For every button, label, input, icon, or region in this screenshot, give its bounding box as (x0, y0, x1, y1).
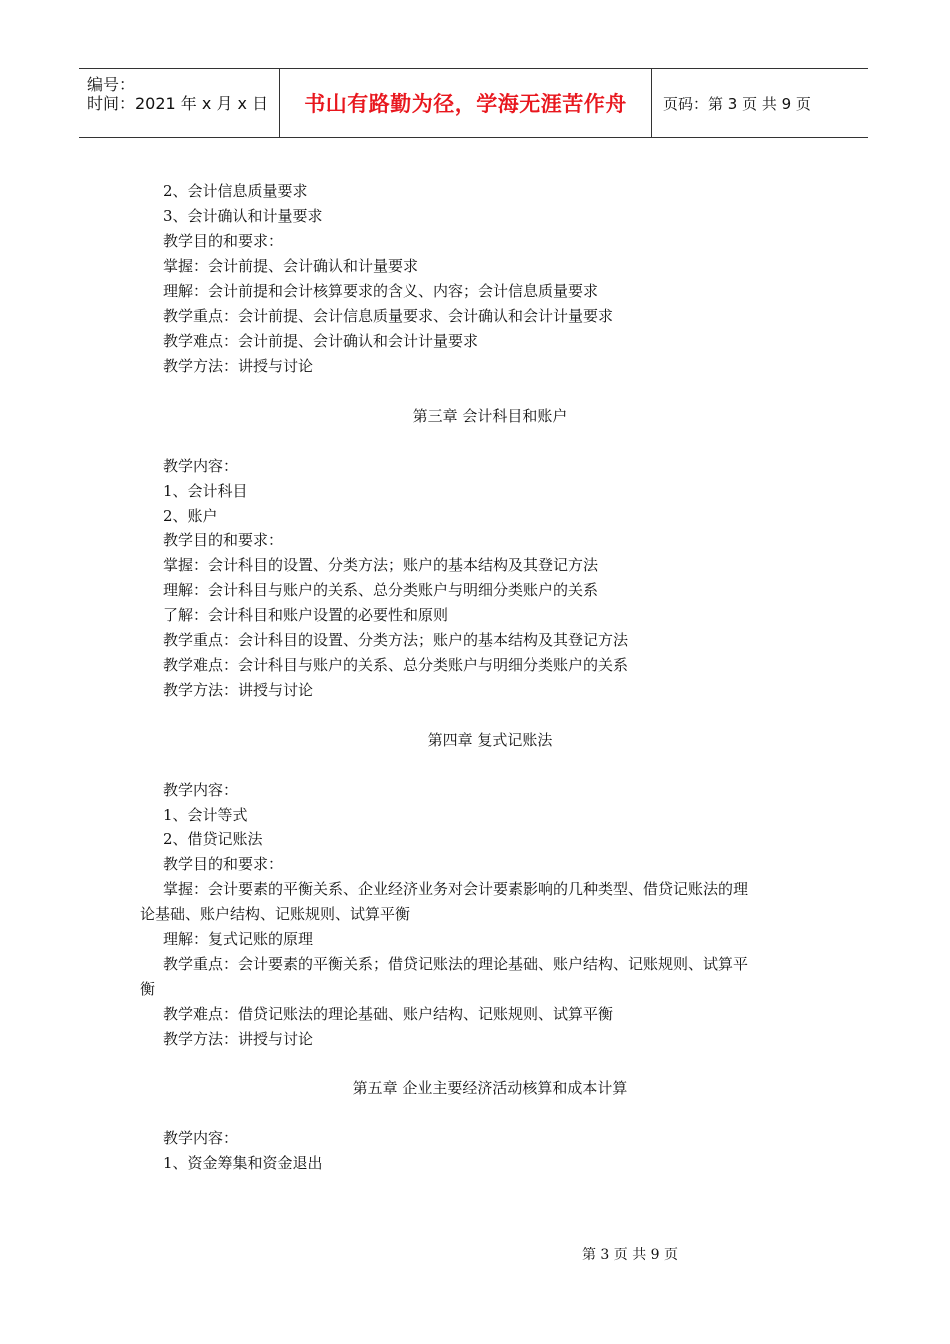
body-line: 教学内容： (163, 781, 239, 799)
body-line: 教学目的和要求： (163, 531, 284, 549)
header-motto: 书山有路勤为径，学海无涯苦作舟 (304, 92, 627, 116)
body-line: 1、会计科目 (163, 482, 248, 500)
body-line: 了解：会计科目和账户设置的必要性和原则 (163, 606, 449, 624)
body-line: 教学难点：会计前提、会计确认和会计计量要求 (163, 332, 479, 350)
body-line: 2、借贷记账法 (163, 830, 263, 848)
body-line: 教学重点：会计要素的平衡关系；借贷记账法的理论基础、账户结构、记账规则、试算平 (163, 955, 749, 973)
body-line: 教学内容： (163, 1129, 239, 1147)
chapter-heading: 第四章 复式记账法 (427, 731, 553, 749)
header-page-cell (652, 69, 868, 137)
body-line: 教学方法：讲授与讨论 (163, 1030, 314, 1048)
body-line: 2、账户 (163, 507, 218, 525)
body-line: 论基础、账户结构、记账规则、试算平衡 (140, 905, 411, 923)
body-line: 教学难点：借贷记账法的理论基础、账户结构、记账规则、试算平衡 (163, 1005, 614, 1023)
body-line: 衡 (140, 980, 156, 998)
body-line: 2、会计信息质量要求 (163, 182, 308, 200)
body-line: 教学目的和要求： (163, 855, 284, 873)
body-line: 教学方法：讲授与讨论 (163, 681, 314, 699)
chapter-heading: 第三章 会计科目和账户 (412, 407, 568, 425)
body-line: 3、会计确认和计量要求 (163, 207, 323, 225)
body-line: 教学重点：会计前提、会计信息质量要求、会计确认和会计计量要求 (163, 307, 614, 325)
page-header (79, 68, 868, 138)
body-line: 教学内容： (163, 457, 239, 475)
body-line: 教学方法：讲授与讨论 (163, 357, 314, 375)
document-number-label: 编号： (87, 75, 136, 94)
body-line: 理解：会计前提和会计核算要求的含义、内容；会计信息质量要求 (163, 282, 599, 300)
document-date-label: 时间：2021 年 x 月 x 日 (87, 94, 269, 113)
page-footer: 第 3 页 共 9 页 (581, 1247, 679, 1263)
header-meta-cell (79, 69, 280, 137)
body-line: 1、会计等式 (163, 806, 248, 824)
body-line: 理解：会计科目与账户的关系、总分类账户与明细分类账户的关系 (163, 581, 599, 599)
body-line: 掌握：会计要素的平衡关系、企业经济业务对会计要素影响的几种类型、借贷记账法的理 (163, 880, 749, 898)
body-line: 掌握：会计前提、会计确认和计量要求 (163, 257, 419, 275)
body-line: 教学重点：会计科目的设置、分类方法；账户的基本结构及其登记方法 (163, 631, 629, 649)
header-page-info: 页码：第 3 页 共 9 页 (663, 94, 811, 113)
header-motto-cell (280, 69, 652, 137)
body-line: 教学难点：会计科目与账户的关系、总分类账户与明细分类账户的关系 (163, 656, 629, 674)
body-line: 1、资金筹集和资金退出 (163, 1154, 323, 1172)
body-line: 掌握：会计科目的设置、分类方法；账户的基本结构及其登记方法 (163, 556, 599, 574)
body-line: 理解：复式记账的原理 (163, 930, 314, 948)
chapter-heading: 第五章 企业主要经济活动核算和成本计算 (352, 1079, 628, 1097)
body-line: 教学目的和要求： (163, 232, 284, 250)
